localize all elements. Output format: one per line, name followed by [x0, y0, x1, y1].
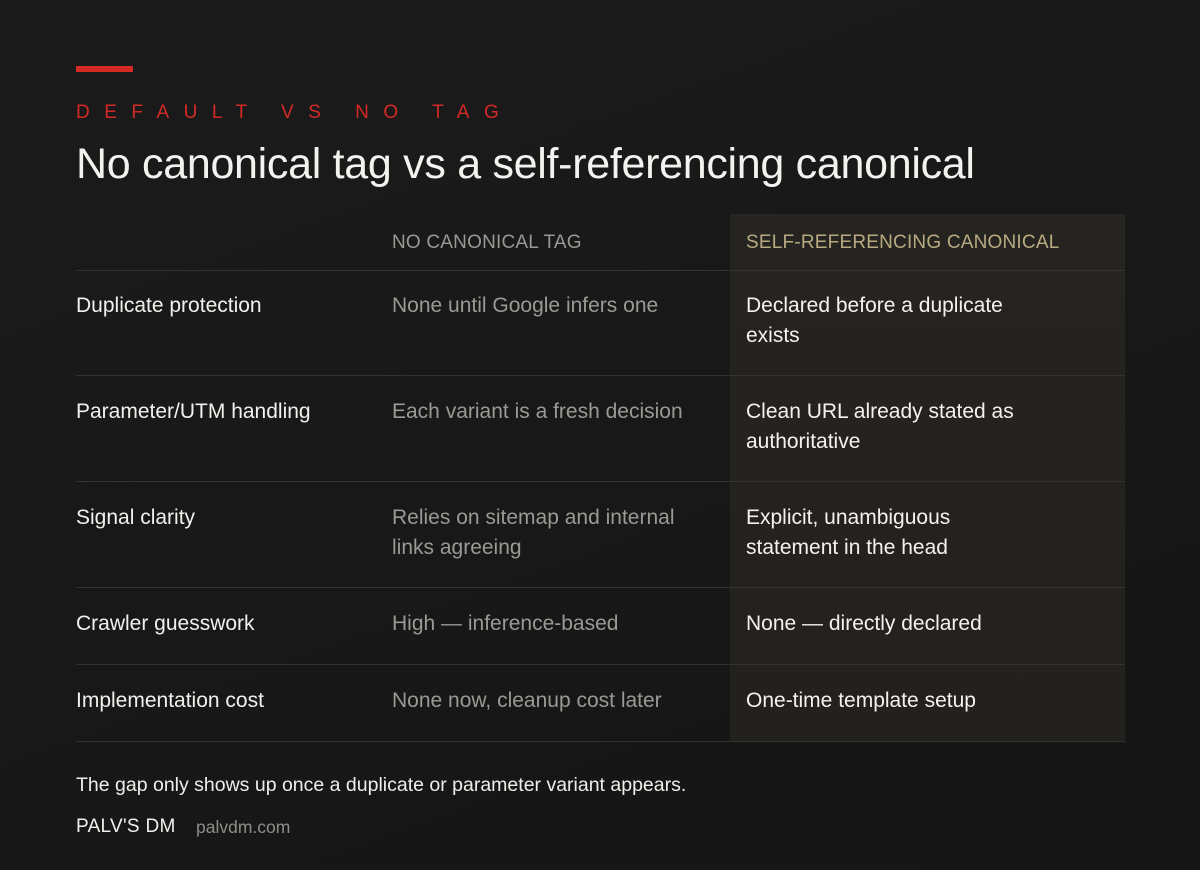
self-ref-cell: Explicit, unambiguous statement in the head — [746, 506, 951, 559]
no-tag-cell: High — inference-based — [392, 612, 619, 635]
no-tag-cell: Relies on sitemap and internal links agreeing — [392, 506, 675, 559]
header-no-canonical: NO CANONICAL TAG — [392, 232, 582, 253]
page-title: No canonical tag vs a self-referencing canonical — [76, 140, 975, 188]
table-row — [76, 482, 1125, 588]
row-label: Signal clarity — [76, 506, 196, 529]
table-row — [76, 588, 1125, 665]
table-row — [76, 376, 1125, 482]
brand-domain: palvdm.com — [196, 817, 291, 837]
row-label: Implementation cost — [76, 689, 264, 712]
footnote: The gap only shows up once a duplicate or parameter variant appears. — [76, 774, 687, 796]
table-row — [76, 665, 1125, 742]
row-label: Crawler guesswork — [76, 612, 255, 635]
row-label: Duplicate protection — [76, 294, 262, 317]
self-ref-cell: Clean URL already stated as authoritative — [746, 400, 1014, 453]
self-ref-cell: One-time template setup — [746, 689, 976, 712]
comparison-table — [76, 214, 1125, 742]
header-self-referencing: SELF-REFERENCING CANONICAL — [746, 232, 1060, 253]
row-label: Parameter/UTM handling — [76, 400, 311, 423]
accent-bar — [76, 66, 133, 72]
table-row — [76, 270, 1125, 376]
self-ref-cell: None — directly declared — [746, 612, 982, 635]
self-ref-cell: Declared before a duplicate exists — [746, 294, 1003, 347]
no-tag-cell: None until Google infers one — [392, 294, 659, 317]
no-tag-cell: Each variant is a fresh decision — [392, 400, 683, 423]
no-tag-cell: None now, cleanup cost later — [392, 689, 662, 712]
eyebrow-label: DEFAULT VS NO TAG — [76, 102, 514, 123]
brand-name: PALV'S DM — [76, 816, 176, 837]
table-header-row — [76, 214, 1125, 271]
